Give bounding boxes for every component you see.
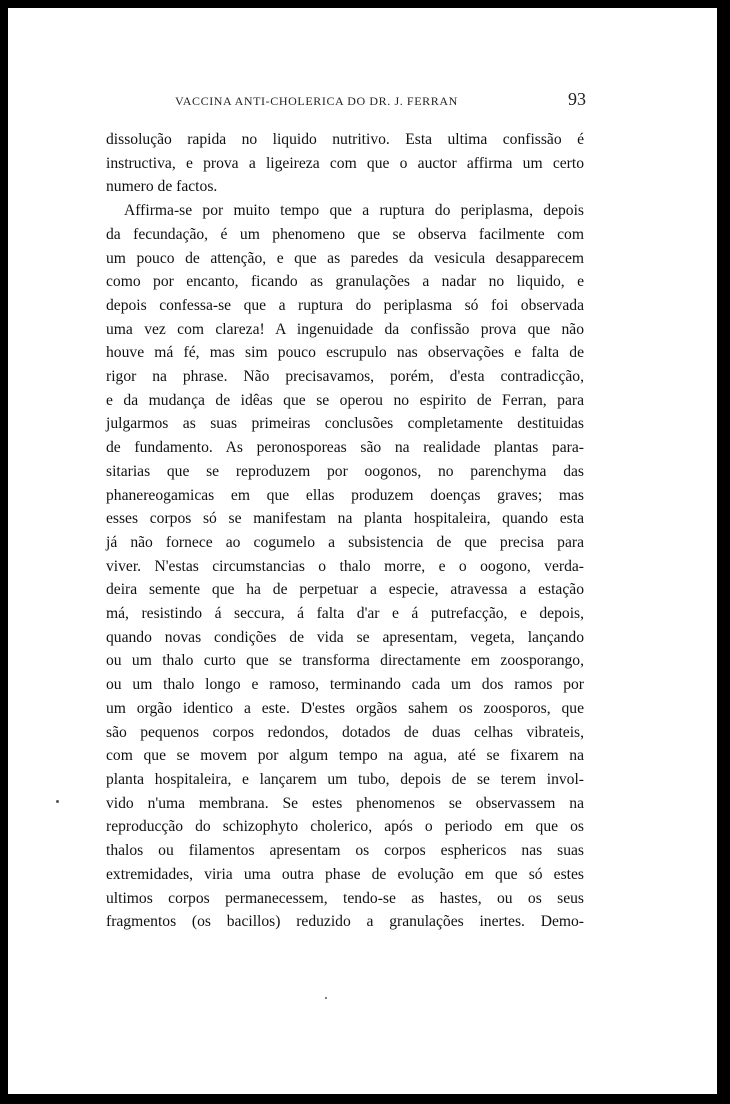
text-line: depois confessa-se que a ruptura do periplasma só foi observada xyxy=(106,296,584,314)
text-line: esses corpos só se manifestam na planta hospitaleira, quando esta xyxy=(106,510,584,528)
text-line: numero de factos. xyxy=(106,178,218,196)
text-line: rigor na phrase. Não precisavamos, porém, d'esta contradicção, xyxy=(106,368,584,386)
text-line: sitarias que se reproduzem por oogonos, no parenchyma das xyxy=(106,462,584,480)
text-line: Affirma-se por muito tempo que a ruptura do periplasma, depois xyxy=(124,202,584,220)
page-number: 93 xyxy=(568,89,586,109)
text-line: um orgão identico a este. D'estes orgãos sahem os zoosporos, que xyxy=(106,699,584,717)
text-line: ou um thalo curto que se transforma directamente em zoosporango, xyxy=(106,652,584,670)
text-line: planta hospitaleira, e lançarem um tubo, depois de se terem invol- xyxy=(106,770,584,788)
text-line: extremidades, viria uma outra phase de evolução em que só estes xyxy=(106,865,584,883)
text-line: dissolução rapida no liquido nutritivo. Esta ultima confissão é xyxy=(106,131,584,148)
text-line: uma vez com clareza! A ingenuidade da confissão prova que não xyxy=(106,320,584,338)
ink-speck xyxy=(56,800,59,803)
text-line: viver. N'estas circumstancias o thalo morre, e o oogono, verda- xyxy=(106,557,584,575)
text-line: thalos ou filamentos apresentam os corpos esphericos nas suas xyxy=(106,842,584,860)
text-line: da fecundação, é um phenomeno que se observa facilmente com xyxy=(106,225,584,243)
text-line: quando novas condições de vida se apresentam, vegeta, lançando xyxy=(106,628,584,646)
text-line: má, resistindo á seccura, á falta d'ar e á putrefacção, e depois, xyxy=(106,605,584,623)
ink-speck xyxy=(325,997,327,999)
text-line: vido n'uma membrana. Se estes phenomenos se observassem na xyxy=(106,794,584,812)
text-line: são pequenos corpos redondos, dotados de duas celhas vibrateis, xyxy=(106,723,584,741)
running-head xyxy=(106,86,584,114)
text-line: como por encanto, ficando as granulações a nadar no liquido, e xyxy=(106,273,584,291)
text-line: um pouco de attenção, e que as paredes da vesicula desapparecem xyxy=(106,249,584,267)
text-line: deira semente que ha de perpetuar a especie, atravessa a estação xyxy=(106,581,584,599)
text-line: reproducção do schizophyto cholerico, após o periodo em que os xyxy=(106,818,584,836)
text-line: fragmentos (os bacillos) reduzido a granulações inertes. Demo- xyxy=(106,913,584,931)
text-line: phanereogamicas em que ellas produzem doenças graves; mas xyxy=(106,486,584,504)
text-line: ultimos corpos permanecessem, tendo-se as hastes, ou os seus xyxy=(106,889,584,907)
text-line: instructiva, e prova a ligeireza com que o auctor affirma um certo xyxy=(106,154,584,172)
text-line: com que se movem por algum tempo na agua, até se fixarem na xyxy=(106,747,584,765)
book-page xyxy=(106,86,584,934)
running-title: VACCINA ANTI-CHOLERICA DO DR. J. FERRAN xyxy=(175,94,458,108)
text-line: ou um thalo longo e ramoso, terminando cada um dos ramos por xyxy=(106,676,584,694)
text-line: julgarmos as suas primeiras conclusões completamente destituidas xyxy=(106,415,584,433)
text-line: houve má fé, mas sim pouco escrupulo nas observações e falta de xyxy=(106,344,584,362)
text-line: já não fornece ao cogumelo a subsistencia de que precisa para xyxy=(106,533,584,551)
text-line: de fundamento. As peronosporeas são na realidade plantas para- xyxy=(106,439,584,457)
body-text xyxy=(106,128,584,934)
text-line: e da mudança de idêas que se operou no espirito de Ferran, para xyxy=(106,391,584,409)
